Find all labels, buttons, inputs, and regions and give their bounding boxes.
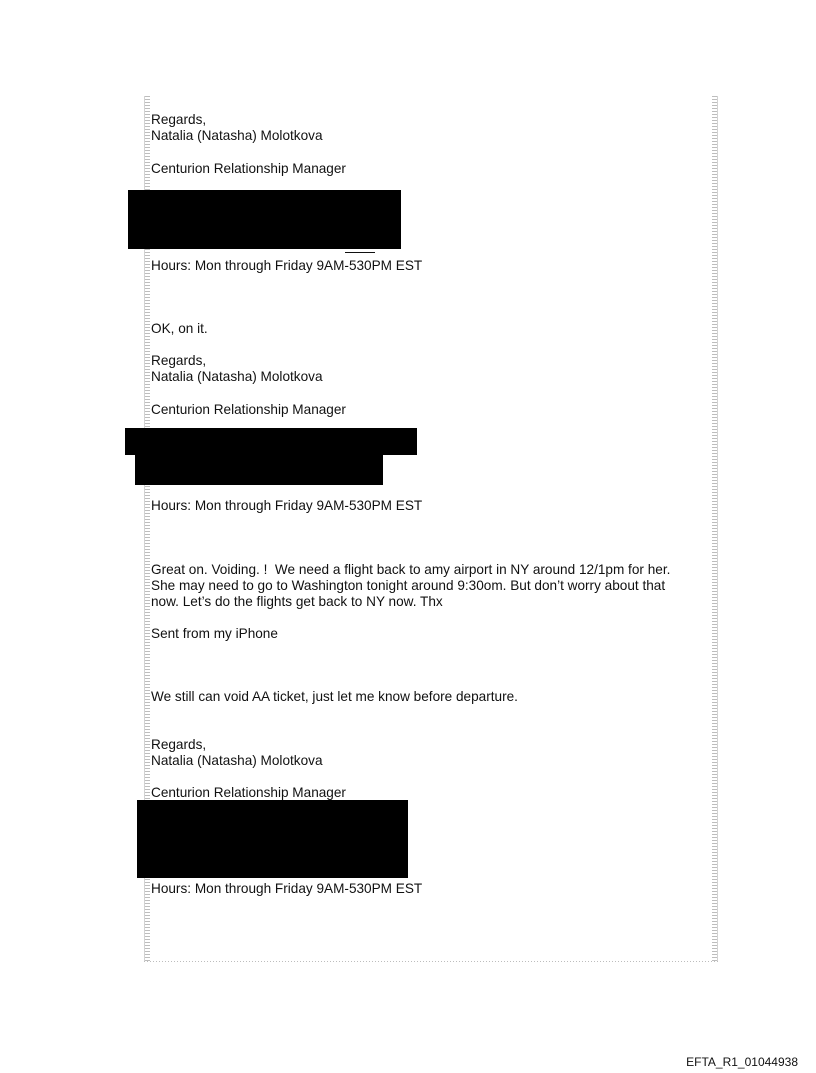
sender-name: Natalia (Natasha) Molotkova <box>151 753 323 768</box>
hours-text: Hours: Mon through Friday 9AM-530PM EST <box>151 881 423 896</box>
redaction-box <box>137 800 408 878</box>
message-text: We still can void AA ticket, just let me know before departure. <box>151 689 518 704</box>
sender-name: Natalia (Natasha) Molotkova <box>151 369 323 384</box>
message-line: now. Let’s do the flights get back to NY now. Thx <box>151 594 443 609</box>
message-line: She may need to go to Washington tonight around 9:30om. But don’t worry about that <box>151 578 666 593</box>
frame-right-border <box>712 96 718 962</box>
frame-bottom-border <box>144 961 718 962</box>
hours-text: Hours: Mon through Friday 9AM-530PM EST <box>151 498 423 513</box>
sender-title: Centurion Relationship Manager <box>151 785 346 800</box>
sender-title: Centurion Relationship Manager <box>151 161 346 176</box>
message-text: OK, on it. <box>151 321 208 336</box>
regards-text: Regards, <box>151 353 207 368</box>
message-line: Great on. Voiding. ! We need a flight back to amy airport in NY around 12/1pm for her. <box>151 562 671 577</box>
underline-mark <box>345 252 375 253</box>
document-id: EFTA_R1_01044938 <box>686 1055 798 1069</box>
signature-text: Sent from my iPhone <box>151 626 278 641</box>
sender-name: Natalia (Natasha) Molotkova <box>151 128 323 143</box>
regards-text: Regards, <box>151 737 207 752</box>
redaction-box <box>125 428 417 455</box>
hours-text: Hours: Mon through Friday 9AM-530PM EST <box>151 258 423 273</box>
redaction-box <box>128 190 401 249</box>
redaction-box <box>135 454 383 485</box>
regards-text: Regards, <box>151 112 207 127</box>
sender-title: Centurion Relationship Manager <box>151 402 346 417</box>
